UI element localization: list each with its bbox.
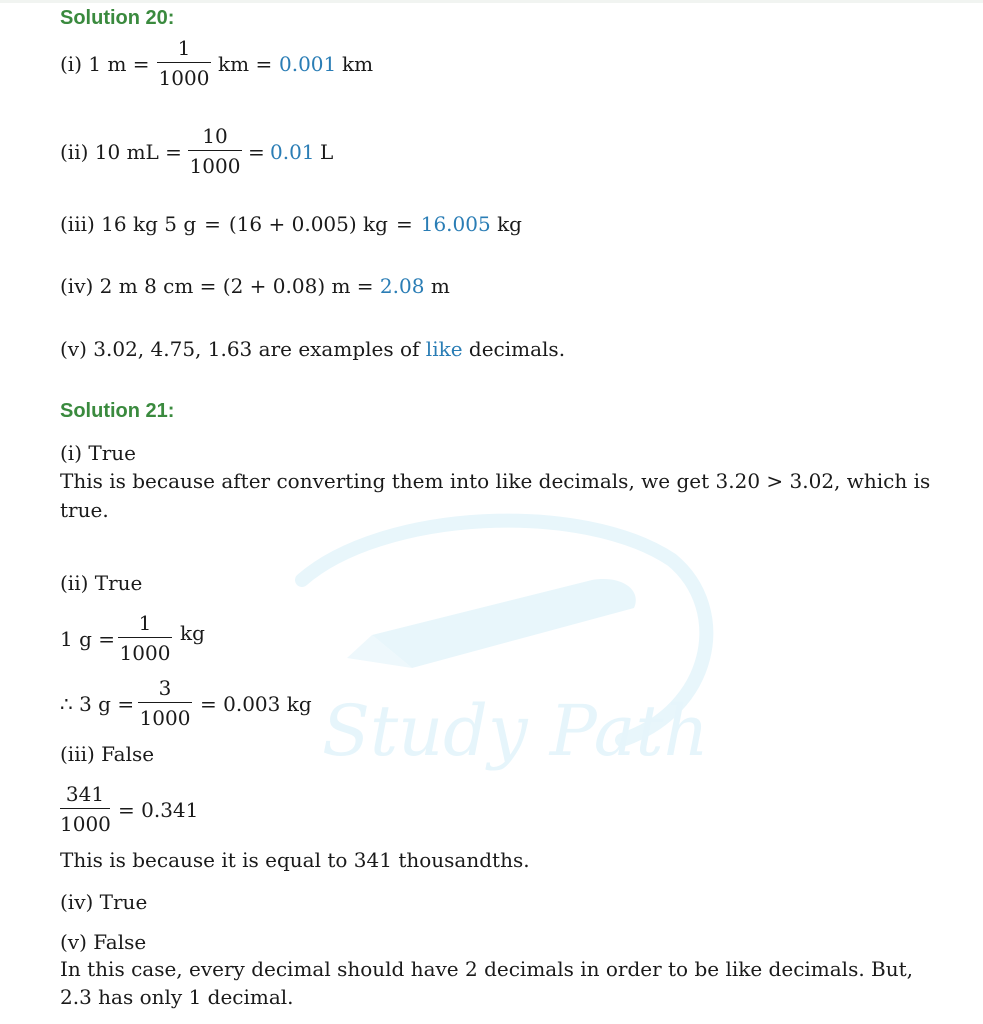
item-1-denominator: 1000 [158,66,210,90]
pen-nib-icon [347,635,412,668]
item-3-eq-2: = [395,212,413,236]
item-2-numerator: 10 [202,124,228,148]
item-1-mid: km = [218,52,273,76]
top-divider [0,0,983,3]
solution-20-item-4 [60,274,450,298]
solution-21-iv-label: (iv) True [60,890,148,914]
item-5-unit: decimals. [468,337,566,361]
pen-icon [372,579,636,668]
solution-21-iii-explanation: This is because it is equal to 341 thousandths. [60,848,530,872]
ii-eq-1-numerator: 1 [138,611,152,635]
solution-21-i-explanation: This is because after converting them into like decimals, we get 3.20 > 3.02, which is true. [60,469,931,522]
study-path-watermark [262,490,732,790]
item-1-numerator: 1 [177,36,191,60]
solution-21-i-label: (i) True [60,441,136,465]
item-3-text: (iii) 16 kg 5 g [60,212,197,236]
item-5-text: (v) 3.02, 4.75, 1.63 are examples of [60,337,420,361]
item-4-unit: m [430,274,450,298]
item-3-answer: 16.005 [420,212,491,236]
iii-fraction [60,780,110,840]
iii-numerator: 341 [65,782,105,806]
watermark-text: Study Path [322,690,709,772]
item-2-fraction [188,122,242,182]
item-1-unit: km [342,52,374,76]
solution-20-heading: Solution 20: [60,7,175,29]
ii-eq-2-prefix: ∴ 3 g = [60,692,135,716]
ii-eq-1-denominator: 1000 [119,641,171,665]
solution-20-item-3 [60,212,522,236]
watermark-swoosh [302,521,706,740]
ii-eq-2-denominator: 1000 [139,706,191,730]
item-2-denominator: 1000 [189,154,241,178]
item-1-answer: 0.001 [279,52,337,76]
item-4-answer: 2.08 [379,274,425,298]
item-3-eq-1: = [204,212,221,236]
item-4-text: (iv) 2 m 8 cm = (2 + 0.08) m = [60,274,374,298]
item-3-unit: kg [497,212,522,236]
solution-21-v-label: (v) False [60,930,147,954]
item-2-prefix: (ii) 10 mL = [60,140,182,164]
item-1-fraction [157,34,211,94]
ii-eq-2-suffix: = 0.003 kg [200,692,312,716]
item-1-prefix: (i) 1 m = [60,52,150,76]
iii-suffix: = 0.341 [118,798,199,822]
item-2-answer: 0.01 [270,140,315,164]
ii-eq-1-prefix: 1 g = [60,627,115,651]
item-5-answer: like [425,337,463,361]
solution-21-iii-label: (iii) False [60,742,155,766]
solution-20-item-5 [60,337,565,361]
ii-eq-1-suffix: kg [180,621,205,645]
solution-21-ii-label: (ii) True [60,571,143,595]
item-2-unit: L [320,140,334,164]
item-3-mid: (16 + 0.005) kg [228,212,388,236]
item-2-eq: = [248,140,265,164]
ii-eq-2-fraction [138,674,192,734]
solution-21-v-explanation: In this case, every decimal should have 2 decimals in order to be like decimals. But, 2.3 has only 1 decimal. [60,957,914,1009]
iii-denominator: 1000 [60,812,111,836]
ii-eq-2-numerator: 3 [158,676,172,700]
solution-21-heading: Solution 21: [60,400,175,422]
ii-eq-1-fraction [118,609,172,669]
